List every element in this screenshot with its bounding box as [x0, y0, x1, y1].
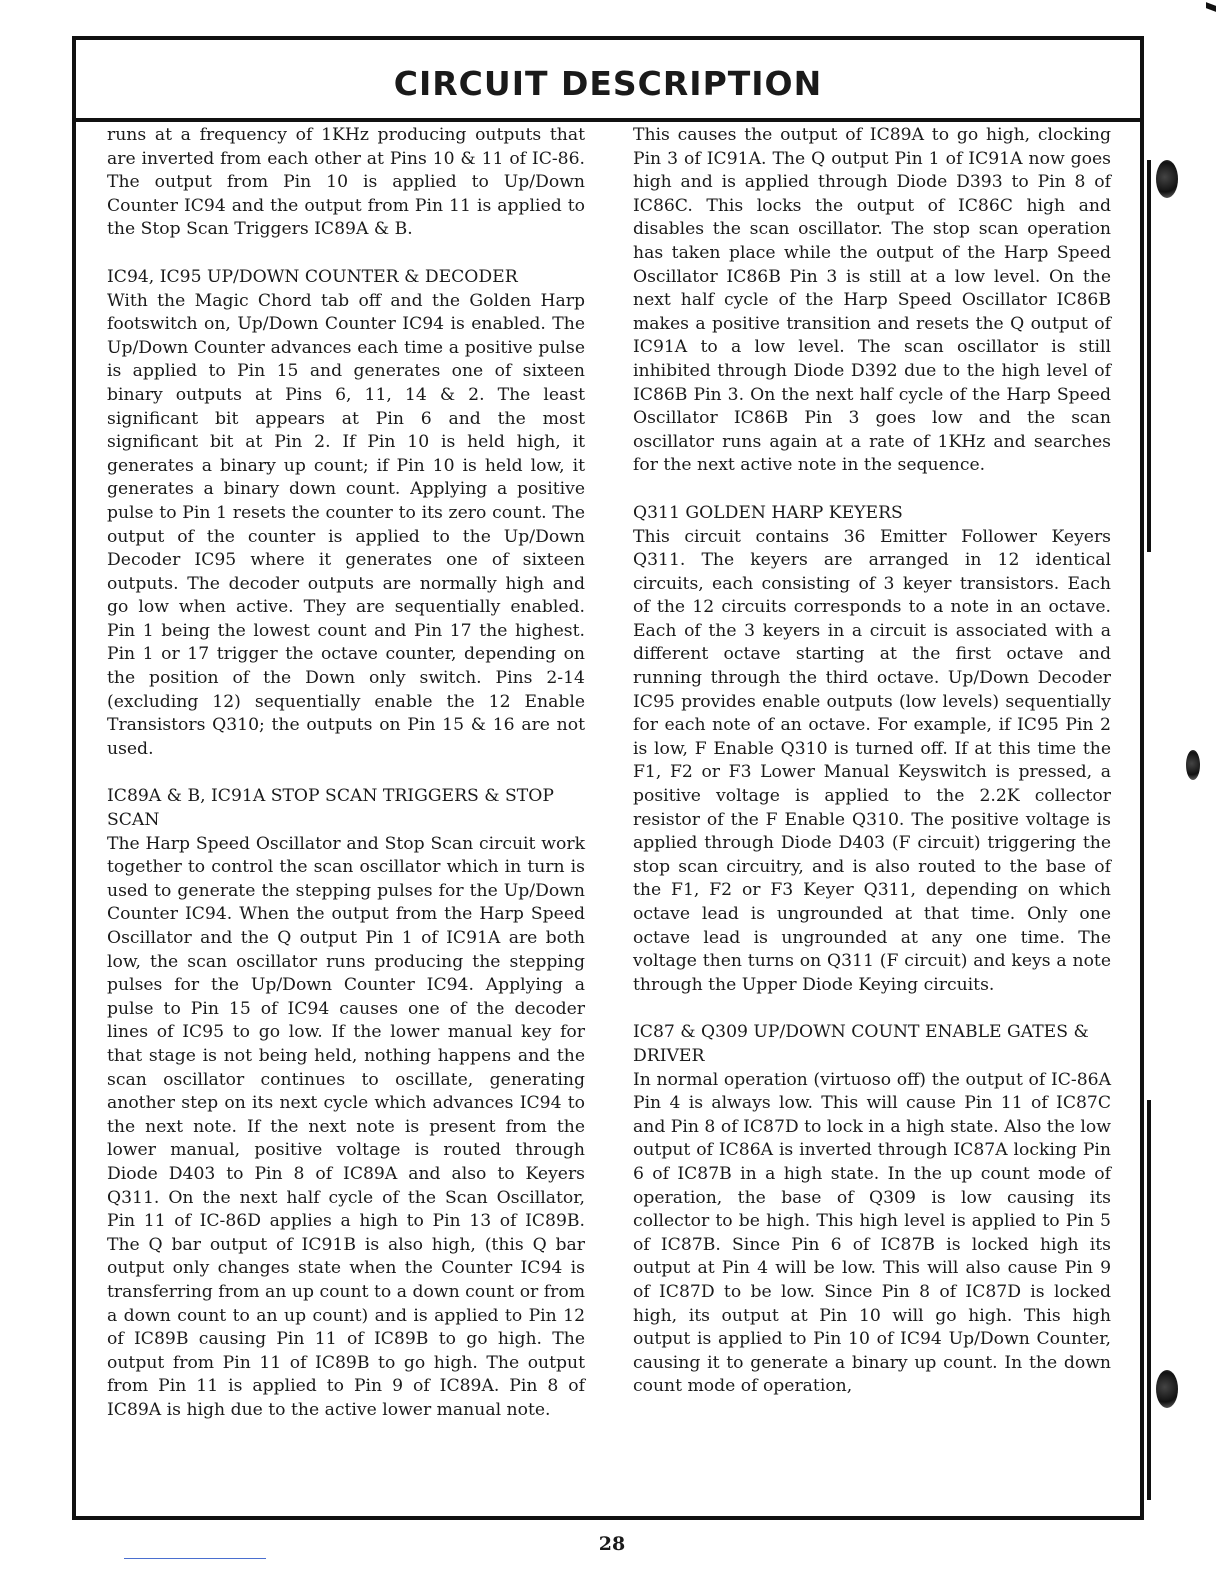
left-heading-2: IC94, IC95 UP/DOWN COUNTER & DECODER	[107, 266, 518, 287]
change-bar-left-top	[72, 168, 76, 190]
corner-mark	[1206, 2, 1216, 12]
left-paragraph-3: The Harp Speed Oscillator and Stop Scan circuit work together to control the scan oscillator which in turn is used to generate the stepping pulses for the Up/Down Counter IC94. When the output from the Harp Speed Oscillator and the Q output Pin 1 of IC91A are both low, the scan oscillator runs producing the stepping pulses for the Up/Down Counter IC94. Applying a pulse to Pin 15 of IC94 causes one of the decoder lines of IC95 to go low. If the lower manual key for that stage is not being held, nothing happens and the scan oscillator continues to oscillate, generating another step on its next cycle which advances IC94 to the next note. If the next note is present from the lower manual, positive voltage is routed through Diode D403 to Pin 8 of IC89A and also to Keyers Q311. On the next half cycle of the Scan Oscillator, Pin 11 of IC-86D applies a high to Pin 13 of IC89B. The Q bar output of IC91B is also high, (this Q bar output only changes state when the Counter IC94 is transferring from an up count to a down count or from a down count to an up count) and is applied to Pin 12 of IC89B causing Pin 11 of IC89B to go high. The output from Pin 11 of IC89B to go high. The output from Pin 11 is applied to Pin 9 of IC89A. Pin 8 of IC89A is high due to the active lower manual note.	[107, 833, 585, 1420]
left-paragraph-2: With the Magic Chord tab off and the Golden Harp footswitch on, Up/Down Counter IC94 is enabled. The Up/Down Counter advances each time a positive pulse is applied to Pin 15 and generates one of sixteen binary outputs at Pins 6, 11, 14 & 2. The least significant bit appears at Pin 6 and the most significant bit at Pin 2. If Pin 10 is held high, it generates a binary up count; if Pin 10 is held low, it generates a binary down count. Applying a positive pulse to Pin 1 resets the counter to its zero count. The output of the counter is applied to the Up/Down Decoder IC95 where it generates one of sixteen outputs. The decoder outputs are normally high and go low when active. They are sequentially enabled. Pin 1 being the lowest count and Pin 17 the highest. Pin 1 or 17 trigger the octave counter, depending on the position of the Down only switch. Pins 2-14 (excluding 12) sequentially enable the 12 Enable Transistors Q310; the outputs on Pin 15 & 16 are not used.	[107, 290, 585, 759]
right-heading-3: IC87 & Q309 UP/DOWN COUNT ENABLE GATES & DRIVER	[633, 1022, 1089, 1066]
right-column	[633, 124, 1111, 1423]
right-paragraph-2: This circuit contains 36 Emitter Follower Keyers Q311. The keyers are arranged in 12 identical circuits, each consisting of 3 keyer transistors. Each of the 12 circuits corresponds to a note in an octave. Each of the 3 keyers in a circuit is associated with a different octave starting at the first octave and running through the third octave. Up/Down Decoder IC95 provides enable outputs (low levels) sequentially for each note of an octave. For example, if IC95 Pin 2 is low, F Enable Q310 is turned off. If at this time the F1, F2 or F3 Lower Manual Keyswitch is pressed, a positive voltage is applied to the 2.2K collector resistor of the F Enable Q310. The positive voltage is applied through Diode D403 (F circuit) triggering the stop scan circuitry, and is also routed to the base of the F1, F2 or F3 Keyer Q311, depending on which octave lead is ungrounded at that time. Only one octave lead is ungrounded at any one time. The voltage then turns on Q311 (F circuit) and keys a note through the Upper Diode Keying circuits.	[633, 526, 1111, 995]
change-bar-left-bottom	[72, 1100, 76, 1500]
left-heading-3: IC89A & B, IC91A STOP SCAN TRIGGERS & STOP SCAN	[107, 786, 554, 831]
left-column	[107, 124, 585, 1446]
punch-hole-mid	[1186, 750, 1200, 780]
footer-rule	[124, 1558, 266, 1559]
right-paragraph-1: This causes the output of IC89A to go high, clocking Pin 3 of IC91A. The Q output Pin 1 of IC91A now goes high and is applied through Diode D393 to Pin 8 of IC86C. This locks the output of IC86C high and disables the scan oscillator. The stop scan operation has taken place while the output of the Harp Speed Oscillator IC86B Pin 3 is still at a low level. On the next half cycle of the Harp Speed Oscillator IC86B makes a positive transition and resets the Q output of IC91A to a low level. The scan oscillator is still inhibited through Diode D392 due to the high level of IC86B Pin 3. On the next half cycle of the Harp Speed Oscillator IC86B Pin 3 goes low and the scan oscillator runs again at a rate of 1KHz and searches for the next active note in the sequence.	[633, 125, 1111, 476]
title-bar	[76, 40, 1140, 122]
left-paragraph-1: runs at a frequency of 1KHz producing outputs that are inverted from each other at Pins 10 & 11 of IC-86. The output from Pin 10 is applied to Up/Down Counter IC94 and the output from Pin 11 is applied to the Stop Scan Triggers IC89A & B.	[107, 125, 585, 240]
right-heading-2: Q311 GOLDEN HARP KEYERS	[633, 502, 903, 523]
page-title: CIRCUIT DESCRIPTION	[393, 63, 823, 103]
right-paragraph-3: In normal operation (virtuoso off) the output of IC-86A Pin 4 is always low. This will cause Pin 11 of IC87C and Pin 8 of IC87D to lock in a high state. Also the low output of IC86A is inverted through IC87A locking Pin 6 of IC87B in a high state. In the up count mode of operation, the base of Q309 is low causing its collector to be high. This high level is applied to Pin 5 of IC87B. Since Pin 6 of IC87B is locked high its output at Pin 4 will be low. This will also cause Pin 9 of IC87D to be low. Since Pin 8 of IC87D is locked high, its output at Pin 10 will go high. This high output is applied to Pin 10 of IC94 Up/Down Counter, causing it to generate a binary up count. In the down count mode of operation,	[633, 1069, 1111, 1397]
punch-hole-bottom	[1156, 1370, 1178, 1408]
change-bar-left-mid	[72, 460, 76, 580]
change-bar-right-top	[1147, 160, 1151, 552]
page-number: 28	[598, 1533, 626, 1555]
punch-hole-top	[1156, 160, 1178, 198]
change-bar-right-bottom	[1147, 1100, 1151, 1500]
